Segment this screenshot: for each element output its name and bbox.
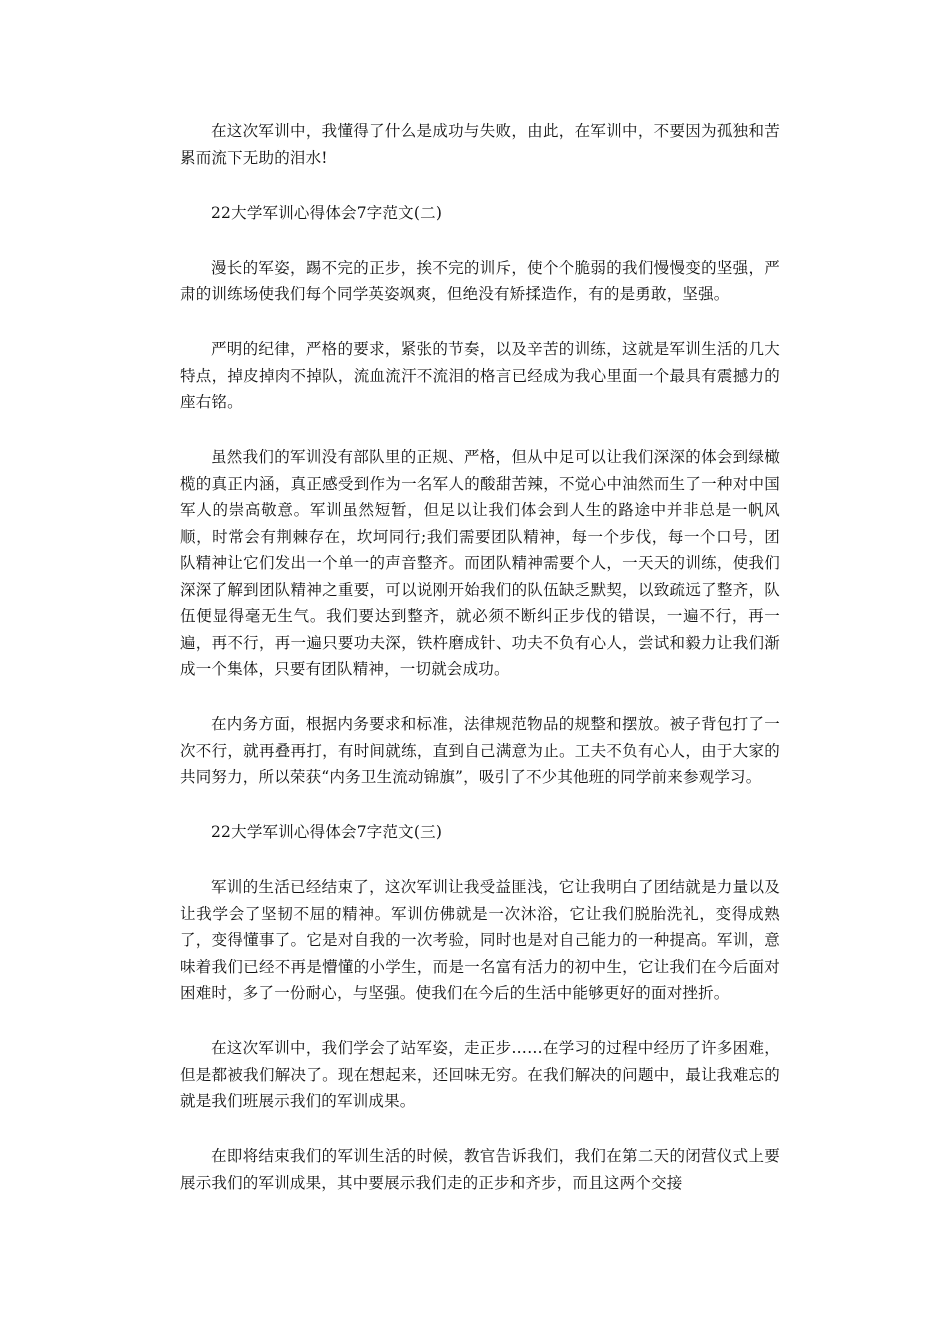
paragraph: 军训的生活已经结束了，这次军训让我受益匪浅，它让我明白了团结就是力量以及让我学会了坚韧不屈的精神。军训仿佛就是一次沐浴，它让我们脱胎洗礼，变得成熟了，变得懂事了。它是对自我的一次考验，同时也是对自己能力的一种提高。军训，意味着我们已经不再是懵懂的小学生，而是一名富有活力的初中生，它让我们在今后面对困难时，多了一份耐心，与坚强。使我们在今后的生活中能够更好的面对挫折。 [180, 878, 780, 1002]
paragraph: 漫长的军姿，踢不完的正步，挨不完的训斥，使个个脆弱的我们慢慢变的坚强，严肃的训练场使我们每个同学英姿飒爽，但绝没有矫揉造作，有的是勇敢，坚强。 [180, 258, 780, 303]
paragraph: 严明的纪律，严格的要求，紧张的节奏，以及辛苦的训练，这就是军训生活的几大特点，掉皮掉肉不掉队，流血流汗不流泪的格言已经成为我心里面一个最具有震撼力的座右铭。 [180, 340, 780, 411]
paragraph: 在这次军训中，我懂得了什么是成功与失败，由此，在军训中，不要因为孤独和苦累而流下无助的泪水! [180, 122, 780, 167]
document-body [180, 118, 780, 1225]
paragraph: 在内务方面，根据内务要求和标准，法律规范物品的规整和摆放。被子背包打了一次不行，就再叠再打，有时间就练，直到自己满意为止。工夫不负有心人，由于大家的共同努力，所以荣获“内务卫生流动锦旗”，吸引了不少其他班的同学前来参观学习。 [180, 715, 780, 786]
section-heading: 22大学军训心得体会7字范文(三) [211, 823, 443, 841]
paragraph: 虽然我们的军训没有部队里的正规、严格，但从中足可以让我们深深的体会到绿橄榄的真正内涵，真正感受到作为一名军人的酸甜苦辣，不觉心中油然而生了一种对中国军人的崇高敬意。军训虽然短暂，但足以让我们体会到人生的路途中并非总是一帆风顺，时常会有荆棘存在，坎坷同行;我们需要团队精神，每一个步伐，每一个口号，团队精神让它们发出一个单一的声音整齐。而团队精神需要个人，一天天的训练，使我们深深了解到团队精神之重要，可以说刚开始我们的队伍缺乏默契，以致疏远了整齐，队伍便显得毫无生气。我们要达到整齐，就必须不断纠正步伐的错误，一遍不行，再一遍，再不行，再一遍只要功夫深，铁杵磨成针、功夫不负有心人，尝试和毅力让我们渐成一个集体，只要有团队精神，一切就会成功。 [180, 448, 780, 678]
section-heading: 22大学军训心得体会7字范文(二) [211, 203, 443, 222]
paragraph: 在即将结束我们的军训生活的时候，教官告诉我们，我们在第二天的闭营仪式上要展示我们的军训成果，其中要展示我们走的正步和齐步，而且这两个交接 [180, 1147, 780, 1192]
paragraph: 在这次军训中，我们学会了站军姿，走正步……在学习的过程中经历了许多困难，但是都被我们解决了。现在想起来，还回味无穷。在我们解决的问题中，最让我难忘的就是我们班展示我们的军训成果。 [180, 1039, 780, 1110]
